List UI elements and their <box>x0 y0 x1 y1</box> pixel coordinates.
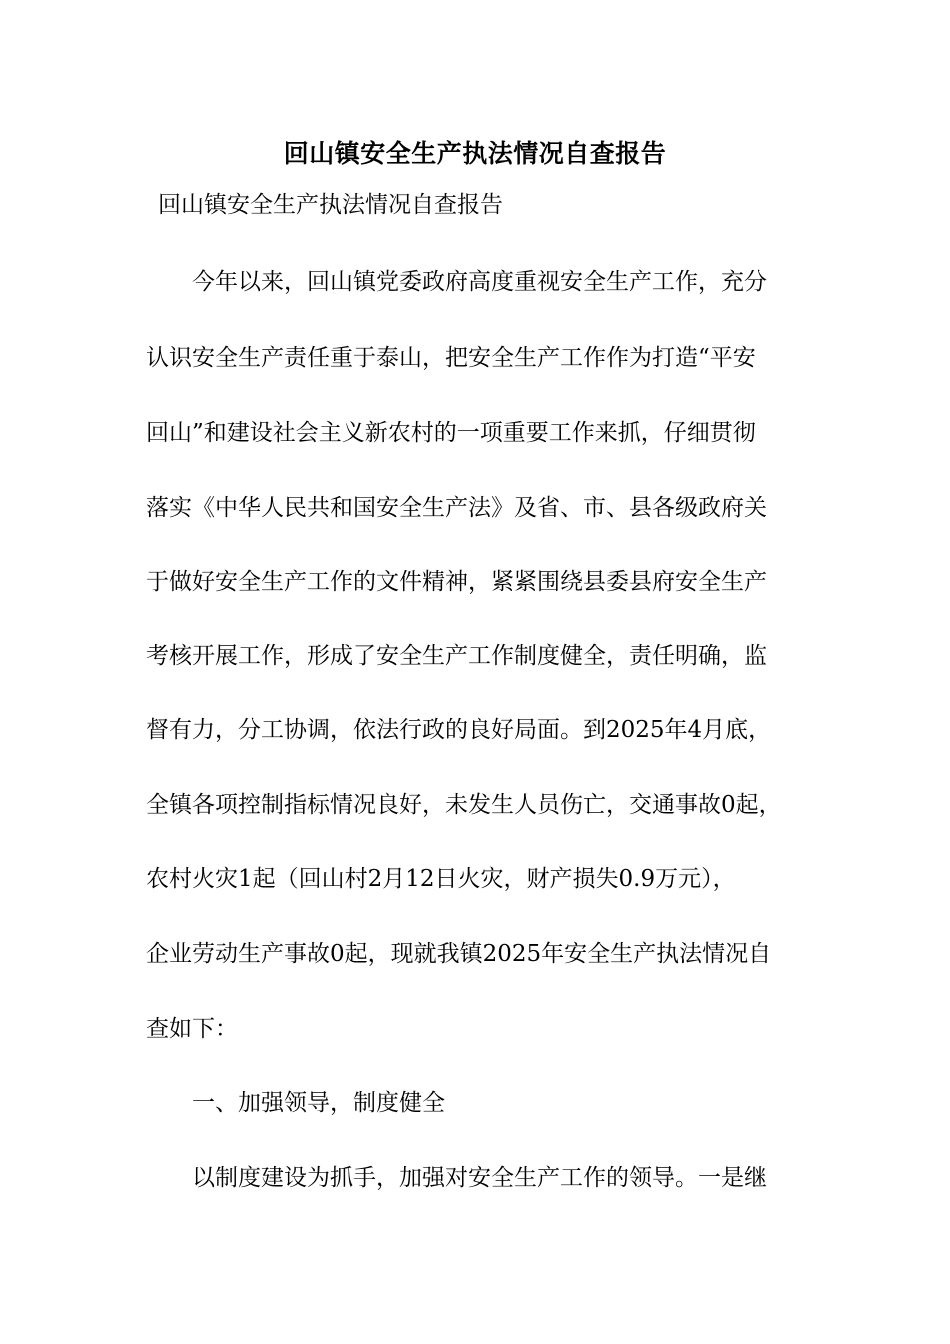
paragraph-line: 考核开展工作，形成了安全生产工作制度健全，责任明确，监 <box>146 643 767 669</box>
paragraph-line: 全镇各项控制指标情况良好，未发生人员伤亡，交通事故0起， <box>146 792 782 818</box>
paragraph-line: 以制度建设为抓手，加强对安全生产工作的领导。一是继 <box>192 1165 767 1191</box>
paragraph-line: 督有力，分工协调，依法行政的良好局面。到2025年4月底， <box>146 717 772 743</box>
paragraph-line: 回山”和建设社会主义新农村的一项重要工作来抓，仔细贯彻 <box>146 420 756 446</box>
paragraph-line: 今年以来，回山镇党委政府高度重视安全生产工作，充分 <box>192 269 767 295</box>
document-title: 回山镇安全生产执法情况自查报告 <box>283 139 667 168</box>
section-heading: 一、加强领导，制度健全 <box>192 1090 445 1116</box>
paragraph-line: 查如下： <box>146 1016 238 1042</box>
paragraph-line: 落实《中华人民共和国安全生产法》及省、市、县各级政府关 <box>146 495 767 521</box>
paragraph-line: 于做好安全生产工作的文件精神，紧紧围绕县委县府安全生产 <box>146 569 767 595</box>
paragraph-line: 企业劳动生产事故0起，现就我镇2025年安全生产执法情况自 <box>146 941 772 967</box>
paragraph-line: 认识安全生产责任重于泰山，把安全生产工作作为打造“平安 <box>146 345 756 371</box>
paragraph-line: 农村火灾1起（回山村2月12日火灾，财产损失0.9万元）， <box>146 866 736 892</box>
document-subtitle: 回山镇安全生产执法情况自查报告 <box>158 192 503 218</box>
